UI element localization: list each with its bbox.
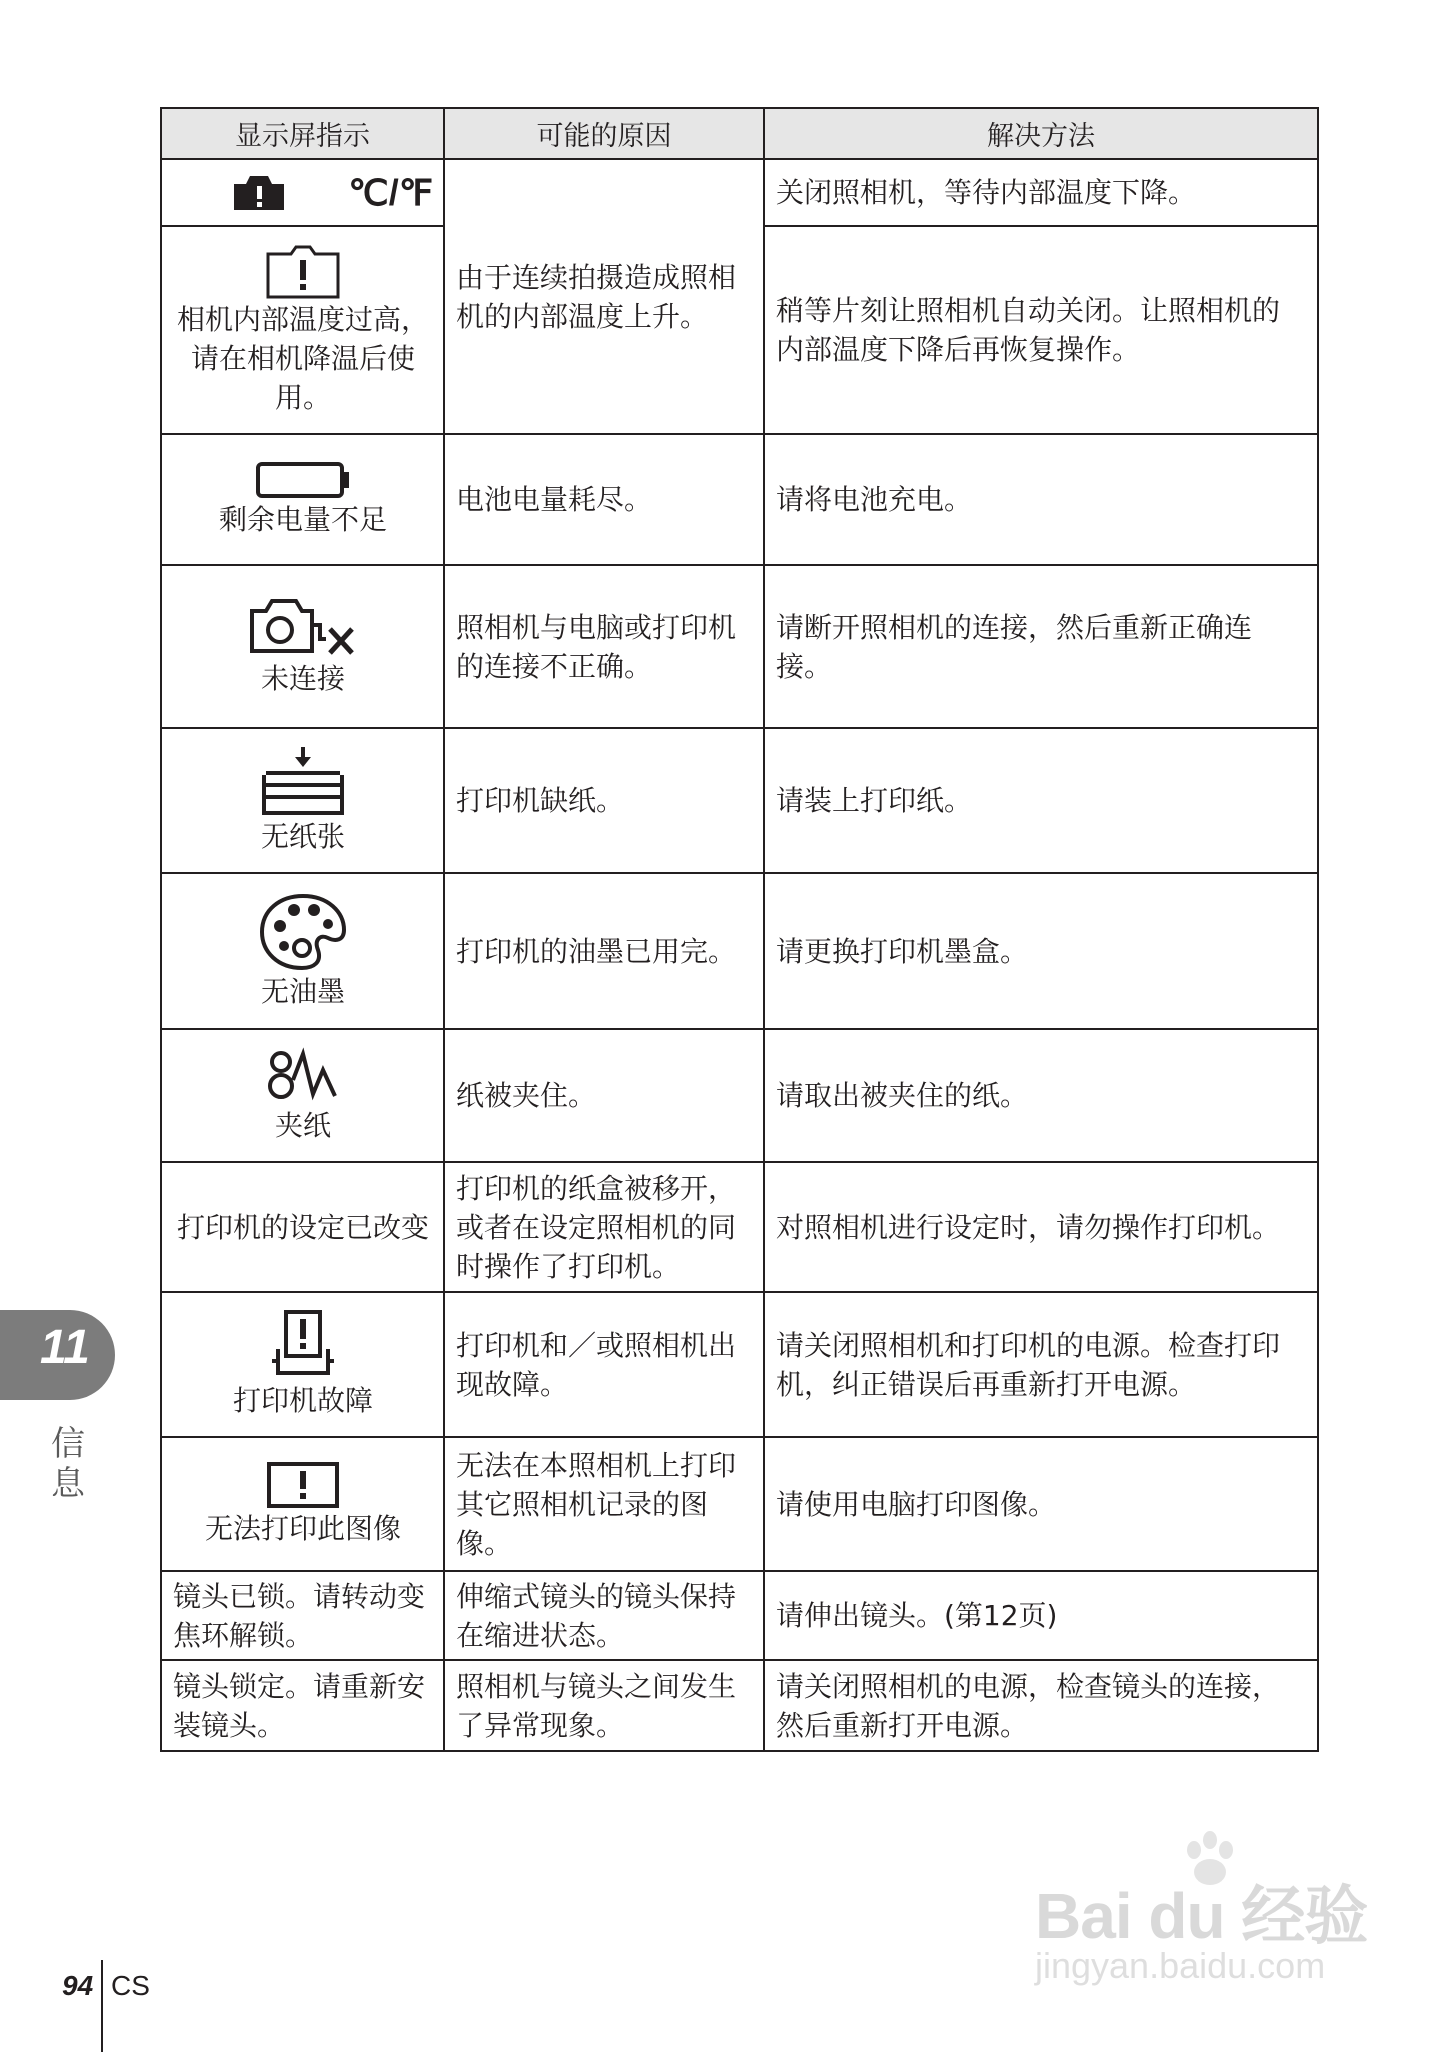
watermark-brand: Bai du 经验 [1035,1880,1368,1952]
language-code: CS [111,1970,150,2001]
indicator-cell [161,728,444,873]
temperature-unit-label: ℃/℉ [348,172,433,213]
solution-cell: 请取出被夹住的纸。 [764,1029,1318,1162]
indicator-cell [161,565,444,728]
paper-jam-icon [267,1046,339,1106]
watermark-url: jingyan.baidu.com [1035,1945,1326,1986]
cause-cell: 纸被夹住。 [444,1029,764,1162]
indicator-cell [161,434,444,565]
camera-disconnected-icon [248,595,358,659]
ink-palette-icon [258,892,348,972]
indicator-label: 未连接 [260,662,345,695]
printer-error-icon [268,1309,338,1381]
table-row [161,565,1318,728]
indicator-cell: 镜头已锁。请转动变焦环解锁。 [161,1571,444,1660]
indicator-label: 打印机故障 [232,1384,373,1417]
chapter-number: 11 [40,1321,90,1374]
cause-cell: 电池电量耗尽。 [444,434,764,565]
table-row [161,1292,1318,1437]
indicator-cell [161,1029,444,1162]
header-solution: 解决方法 [764,108,1318,159]
indicator-label: 无油墨 [260,974,345,1008]
table-row [161,1162,1318,1292]
camera-temperature-icon [232,174,286,212]
cause-cell: 无法在本照相机上打印其它照相机记录的图像。 [444,1437,764,1571]
indicator-label: 剩余电量不足 [218,503,387,536]
solution-cell: 请关闭照相机和打印机的电源。检查打印机，纠正错误后再重新打开电源。 [764,1292,1318,1437]
solution-cell: 请更换打印机墨盒。 [764,873,1318,1029]
table-row [161,1660,1318,1751]
error-message-table [160,107,1319,1752]
indicator-label: 无法打印此图像 [204,1511,401,1545]
warning-box-icon [266,1461,340,1509]
table-row [161,1029,1318,1162]
cause-cell: 打印机缺纸。 [444,728,764,873]
footer-divider [101,1960,103,2052]
table-row [161,434,1318,565]
table-row [161,1437,1318,1571]
cause-cell: 由于连续拍摄造成照相机的内部温度上升。 [444,159,764,434]
cause-cell: 照相机与镜头之间发生了异常现象。 [444,1660,764,1751]
indicator-cell [161,1437,444,1571]
solution-cell: 请断开照相机的连接，然后重新正确连接。 [764,565,1318,728]
indicator-label: 打印机的设定已改变 [176,1210,429,1244]
solution-cell: 请使用电脑打印图像。 [764,1437,1318,1571]
cause-cell: 伸缩式镜头的镜头保持在缩进状态。 [444,1571,764,1660]
solution-cell: 请将电池充电。 [764,434,1318,565]
indicator-label: 夹纸 [274,1109,331,1142]
indicator-label: 相机内部温度过高，请在相机降温后使用。 [176,302,429,414]
table-header-row [161,108,1318,159]
cause-cell: 照相机与电脑或打印机的连接不正确。 [444,565,764,728]
solution-cell: 请装上打印纸。 [764,728,1318,873]
indicator-cell [161,159,444,226]
solution-cell: 稍等片刻让照相机自动关闭。让照相机的内部温度下降后再恢复操作。 [764,226,1318,434]
table-row [161,1571,1318,1660]
header-cause: 可能的原因 [444,108,764,159]
table-row [161,728,1318,873]
chapter-name: 信息 [51,1424,85,1504]
indicator-cell: 镜头锁定。请重新安装镜头。 [161,1660,444,1751]
no-paper-icon [260,745,346,817]
header-indicator: 显示屏指示 [161,108,444,159]
cause-cell: 打印机的纸盒被移开，或者在设定照相机的同时操作了打印机。 [444,1162,764,1292]
indicator-cell [161,1292,444,1437]
solution-cell: 关闭照相机，等待内部温度下降。 [764,159,1318,226]
table-row [161,873,1318,1029]
cause-cell: 打印机的油墨已用完。 [444,873,764,1029]
indicator-cell [161,226,444,434]
indicator-cell [161,1162,444,1292]
warning-box-icon [265,244,341,300]
cause-cell: 打印机和／或照相机出现故障。 [444,1292,764,1437]
indicator-label: 无纸张 [260,820,345,853]
solution-cell: 请伸出镜头。(第12页) [764,1571,1318,1660]
table-row [161,159,1318,226]
battery-empty-icon [255,460,351,500]
indicator-cell [161,873,444,1029]
page-number: 94 [62,1970,94,2001]
solution-cell: 请关闭照相机的电源，检查镜头的连接，然后重新打开电源。 [764,1660,1318,1751]
solution-cell: 对照相机进行设定时，请勿操作打印机。 [764,1162,1318,1292]
